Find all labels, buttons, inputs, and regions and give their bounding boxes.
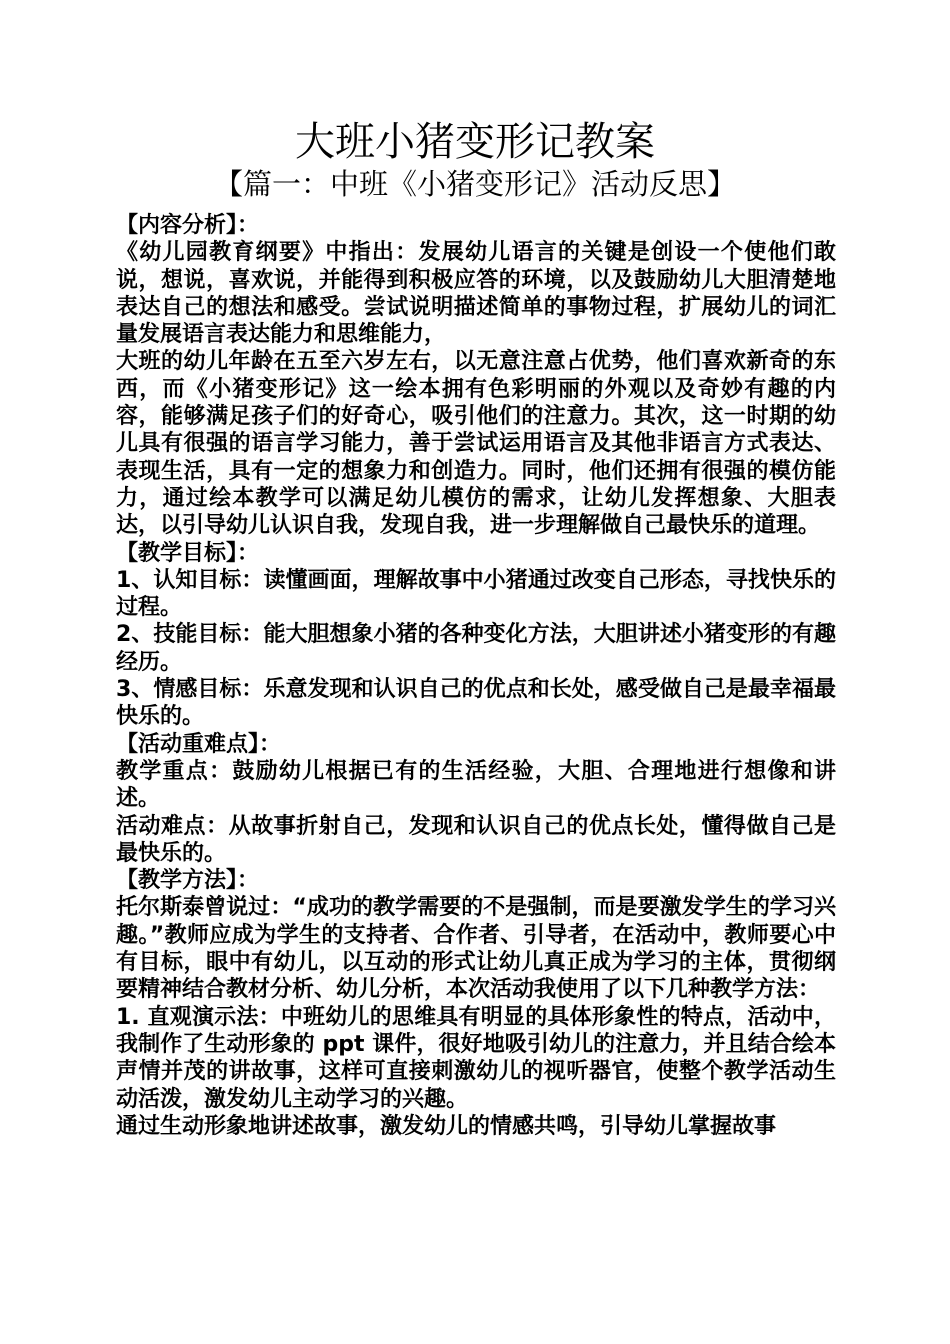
- method-visual-demonstration: 1. 直观演示法：中班幼儿的思维具有明显的具体形象性的特点，活动中，我制作了生动形象的 ppt 课件，很好地吸引幼儿的注意力，并且结合绘本声情并茂的讲故事，这样可直接刺激幼儿的视听器官，使整个教学活动生动活泼，激发幼儿主动学习的兴趣。: [116, 1004, 836, 1112]
- goal-emotional: 3、情感目标：乐意发现和认识自己的优点和长处，感受做自己是最幸福最快乐的。: [116, 677, 836, 730]
- section-heading-content-analysis: 【内容分析】：: [116, 213, 260, 238]
- section-heading-key-difficulties: 【活动重难点】：: [116, 731, 282, 757]
- goal-cognitive: 1、认知目标：读懂画面，理解故事中小猪通过改变自己形态，寻找快乐的过程。: [116, 567, 836, 621]
- teaching-key-point: 教学重点：鼓励幼儿根据已有的生活经验，大胆、合理地进行想像和讲述。: [116, 758, 836, 812]
- paragraph-children-analysis: 大班的幼儿年龄在五至六岁左右，以无意注意占优势，他们喜欢新奇的东西，而《小猪变形记》这一绘本拥有色彩明丽的外观以及奇妙有趣的内容，能够满足孩子们的好奇心，吸引他们的注意力。其次，这一时期的幼儿具有很强的语言学习能力，善于尝试运用语言及其他非语言方式表达、表现生活，具有一定的想象力和创造力。同时，他们还拥有很强的模仿能力，通过绘本教学可以满足幼儿模仿的需求，让幼儿发挥想象、大胆表达，以引导幼儿认识自我，发现自我，进一步理解做自己最快乐的道理。: [116, 349, 836, 539]
- goal-skill: 2、技能目标：能大胆想象小猪的各种变化方法，大胆讲述小猪变形的有趣经历。: [116, 622, 836, 675]
- document-body: [116, 212, 836, 1140]
- paragraph-storytelling: 通过生动形象地讲述故事，激发幼儿的情感共鸣，引导幼儿掌握故事: [116, 1113, 777, 1139]
- activity-difficulty: 活动难点：从故事折射自己，发现和认识自己的优点长处，懂得做自己是最快乐的。: [116, 813, 836, 866]
- document-subtitle: 【篇一：中班《小猪变形记》活动反思】: [213, 167, 736, 201]
- document-title: 大班小猪变形记教案: [295, 119, 655, 165]
- paragraph-tolstoy-quote: 托尔斯泰曾说过：“成功的教学需要的不是强制，而是要激发学生的学习兴趣。”教师应成为学生的支持者、合作者、引导者，在活动中，教师要心中有目标，眼中有幼儿，以互动的形式让幼儿真正成为学习的主体，贯彻纲要精神结合教材分析、幼儿分析，本次活动我使用了以下几种教学方法：: [116, 895, 836, 1003]
- section-heading-teaching-goals: 【教学目标】：: [116, 540, 260, 566]
- section-heading-teaching-methods: 【教学方法】：: [116, 868, 260, 894]
- paragraph-guideline: 《幼儿园教育纲要》中指出：发展幼儿语言的关键是创设一个使他们敢说，想说，喜欢说，并能得到积极应答的环境，以及鼓励幼儿大胆清楚地表达自己的想法和感受。尝试说明描述简单的事物过程，扩展幼儿的词汇量发展语言表达能力和思维能力，: [116, 240, 836, 348]
